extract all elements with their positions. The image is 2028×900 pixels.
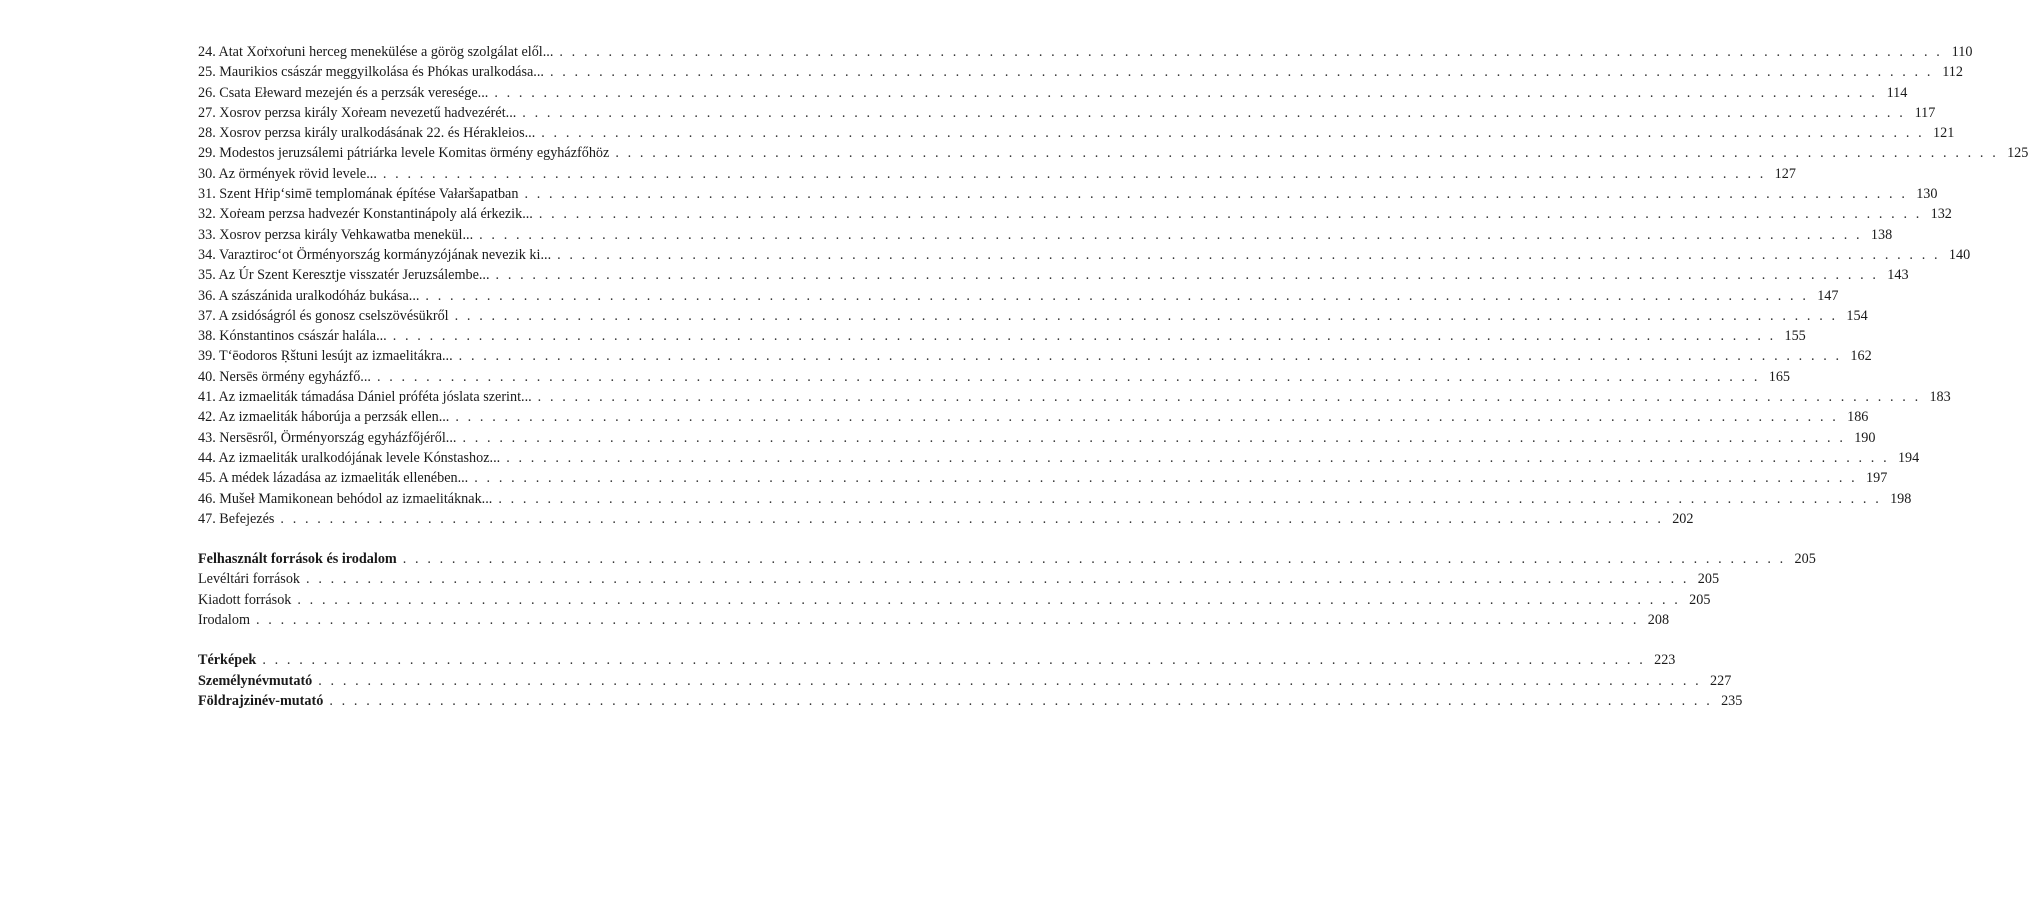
- toc-entry-title: 38. Kónstantinos császár halála...: [198, 328, 387, 345]
- toc-entry-page-number: 190: [1854, 429, 1876, 446]
- toc-entry-page-number: 125: [2007, 145, 2028, 162]
- dot-leader: [383, 164, 1766, 184]
- toc-entry: [198, 326, 1806, 346]
- toc-entry-title: Földrajzinév-mutató: [198, 692, 324, 709]
- toc-entry: [198, 448, 1920, 468]
- toc-entry-title: 27. Xosrov perzsa király Xoṙeam nevezetű hadvezérét...: [198, 104, 517, 121]
- dot-leader: [479, 225, 1862, 245]
- toc-entry: [198, 42, 1973, 62]
- toc-entry-page-number: 205: [1697, 571, 1720, 588]
- toc-entry-page-number: 110: [1951, 44, 1973, 60]
- dot-leader: [329, 691, 1712, 711]
- dot-leader: [559, 42, 1942, 62]
- toc-entry-page-number: 130: [1916, 186, 1938, 203]
- toc-entry-title: 36. A szászánida uralkodóház bukása...: [198, 287, 420, 304]
- dot-leader: [262, 650, 1645, 670]
- toc-entry-title: 31. Szent Hṙip‘simē templomának építése Vałaršapatban: [198, 186, 519, 203]
- toc-entry-title: Irodalom: [198, 612, 251, 629]
- toc-entry-page-number: 147: [1817, 287, 1839, 304]
- toc-entry-title: 34. Varaztiroc‘ot Örményország kormányzójának nevezik ki...: [198, 246, 552, 263]
- toc-entry: [198, 549, 1816, 569]
- toc-entry: [198, 590, 1711, 610]
- toc-entry-page-number: 117: [1914, 104, 1936, 121]
- dot-leader: [498, 489, 1881, 509]
- toc-entry-title: 35. Az Úr Szent Keresztje visszatér Jeruzsálembe...: [198, 267, 490, 284]
- toc-entry: [198, 346, 1872, 366]
- toc-entry-title: 37. A zsidóságról és gonosz cselszövésükről: [198, 307, 449, 324]
- dot-leader: [403, 549, 1786, 569]
- toc-entry: [198, 123, 1955, 143]
- toc-entry-page-number: 223: [1654, 652, 1676, 669]
- dot-leader: [496, 265, 1879, 285]
- dot-leader: [280, 509, 1663, 529]
- dot-leader: [524, 184, 1907, 204]
- dot-leader: [459, 346, 1842, 366]
- toc-entry: [198, 204, 1952, 224]
- toc-entry: [198, 489, 1912, 509]
- toc-entry: [198, 691, 1743, 711]
- toc-entry-page-number: 112: [1942, 64, 1963, 81]
- dot-leader: [522, 103, 1905, 123]
- dot-leader: [494, 83, 1877, 103]
- toc-entry: [198, 569, 1720, 589]
- dot-leader: [538, 387, 1921, 407]
- toc-entry-title: 32. Xoṙeam perzsa hadvezér Konstantinápoly alá érkezik...: [198, 206, 533, 223]
- toc-entry-page-number: 127: [1774, 165, 1796, 182]
- dot-leader: [615, 143, 1998, 163]
- dot-leader: [306, 569, 1689, 589]
- index-list: [198, 650, 1743, 711]
- dot-leader: [474, 468, 1857, 488]
- dot-leader: [455, 306, 1838, 326]
- toc-entry: [198, 286, 1839, 306]
- toc-entry-title: 29. Modestos jeruzsálemi pátriárka levele Komitas örmény egyházfőhöz: [198, 145, 610, 162]
- toc-entry-title: Kiadott források: [198, 591, 292, 608]
- dot-leader: [539, 204, 1922, 224]
- toc-entry-page-number: 205: [1689, 591, 1711, 608]
- dot-leader: [455, 407, 1838, 427]
- toc-entry: [198, 265, 1909, 285]
- toc-entry: [198, 468, 1888, 488]
- toc-entry-title: Levéltári források: [198, 571, 301, 588]
- toc-entry-page-number: 165: [1768, 368, 1790, 385]
- toc-entry-title: 39. T‘ēodoros Ṛštuni lesújt az izmaelitákra...: [198, 348, 453, 365]
- toc-entry: [198, 671, 1732, 691]
- sources-list: [198, 549, 1816, 630]
- toc-entry-page-number: 154: [1846, 307, 1868, 324]
- toc-entry-title: 42. Az izmaeliták háborúja a perzsák ellen...: [198, 409, 450, 426]
- chapter-list: [198, 42, 2028, 529]
- toc-entry-page-number: 143: [1887, 267, 1909, 284]
- dot-leader: [377, 367, 1760, 387]
- toc-entry-title: 26. Csata Ełeward mezején és a perzsák veresége...: [198, 84, 489, 101]
- toc-entry-page-number: 138: [1870, 226, 1893, 243]
- dot-leader: [462, 428, 1845, 448]
- toc-entry-page-number: 183: [1929, 389, 1951, 406]
- toc-entry: [198, 306, 1868, 326]
- toc-entry-title: 46. Mušeł Mamikonean behódol az izmaelitáknak...: [198, 490, 493, 507]
- toc-entry: [198, 509, 1694, 529]
- toc-entry-title: 47. Befejezés: [198, 510, 275, 527]
- dot-leader: [550, 62, 1933, 82]
- toc-entry: [198, 367, 1790, 387]
- toc-entry-page-number: 198: [1890, 490, 1912, 507]
- toc-entry-title: 45. A médek lázadása az izmaeliták ellenében...: [198, 470, 469, 487]
- toc-entry: [198, 184, 1938, 204]
- dot-leader: [393, 326, 1776, 346]
- toc-entry: [198, 225, 1893, 245]
- toc-entry: [198, 62, 1963, 82]
- toc-entry-title: 41. Az izmaeliták támadása Dániel próféta jóslata szerint...: [198, 389, 532, 406]
- toc-entry-title: 33. Xosrov perzsa király Vehkawatba menekül...: [198, 226, 474, 243]
- toc-entry-title: 40. Nersēs örmény egyházfő...: [198, 368, 371, 385]
- toc-entry-page-number: 227: [1710, 672, 1732, 689]
- toc-entry-title: 28. Xosrov perzsa király uralkodásának 22. és Hérakleios...: [198, 125, 536, 142]
- toc-entry-page-number: 121: [1933, 125, 1955, 142]
- toc-entry-page-number: 202: [1672, 510, 1694, 527]
- toc-entry: [198, 164, 1796, 184]
- toc-entry-page-number: 197: [1866, 470, 1888, 487]
- toc-entry-title: Térképek: [198, 652, 257, 669]
- toc-entry: [198, 245, 1971, 265]
- toc-entry-page-number: 162: [1850, 348, 1872, 365]
- toc-entry: [198, 83, 1908, 103]
- toc-entry: [198, 650, 1676, 670]
- toc-entry: [198, 387, 1951, 407]
- dot-leader: [297, 590, 1680, 610]
- toc-entry-page-number: 186: [1847, 409, 1869, 426]
- toc-entry: [198, 103, 1936, 123]
- toc-entry-title: 43. Nersēsről, Örményország egyházfőjéről...: [198, 429, 457, 446]
- dot-leader: [506, 448, 1889, 468]
- toc-entry-title: Személynévmutató: [198, 672, 313, 689]
- toc-entry: [198, 428, 1876, 448]
- table-of-contents: [198, 42, 2028, 711]
- toc-entry-page-number: 140: [1948, 246, 1971, 263]
- dot-leader: [318, 671, 1701, 691]
- toc-entry-page-number: 235: [1721, 692, 1743, 709]
- toc-entry: [198, 610, 1670, 630]
- dot-leader: [425, 286, 1808, 306]
- toc-entry-page-number: 114: [1886, 84, 1908, 101]
- toc-entry-page-number: 208: [1647, 612, 1670, 629]
- toc-entry: [198, 143, 2028, 163]
- toc-entry-title: Felhasznált források és irodalom: [198, 551, 397, 568]
- dot-leader: [256, 610, 1639, 630]
- toc-entry-title: 30. Az örmények rövid levele...: [198, 165, 377, 182]
- toc-entry-title: 25. Maurikios császár meggyilkolása és Phókas uralkodása...: [198, 64, 544, 81]
- toc-entry-page-number: 132: [1930, 206, 1952, 223]
- dot-leader: [541, 123, 1924, 143]
- toc-entry-page-number: 194: [1897, 449, 1920, 466]
- toc-entry-title: 44. Az izmaeliták uralkodójának levele Kónstashoz...: [198, 449, 501, 466]
- toc-entry-page-number: 155: [1784, 328, 1806, 345]
- toc-entry: [198, 407, 1869, 427]
- dot-leader: [557, 245, 1940, 265]
- toc-entry-title: 24. Atat Xoṙxoṙuni herceg menekülése a görög szolgálat elől...: [198, 44, 554, 60]
- toc-entry-page-number: 205: [1794, 551, 1816, 568]
